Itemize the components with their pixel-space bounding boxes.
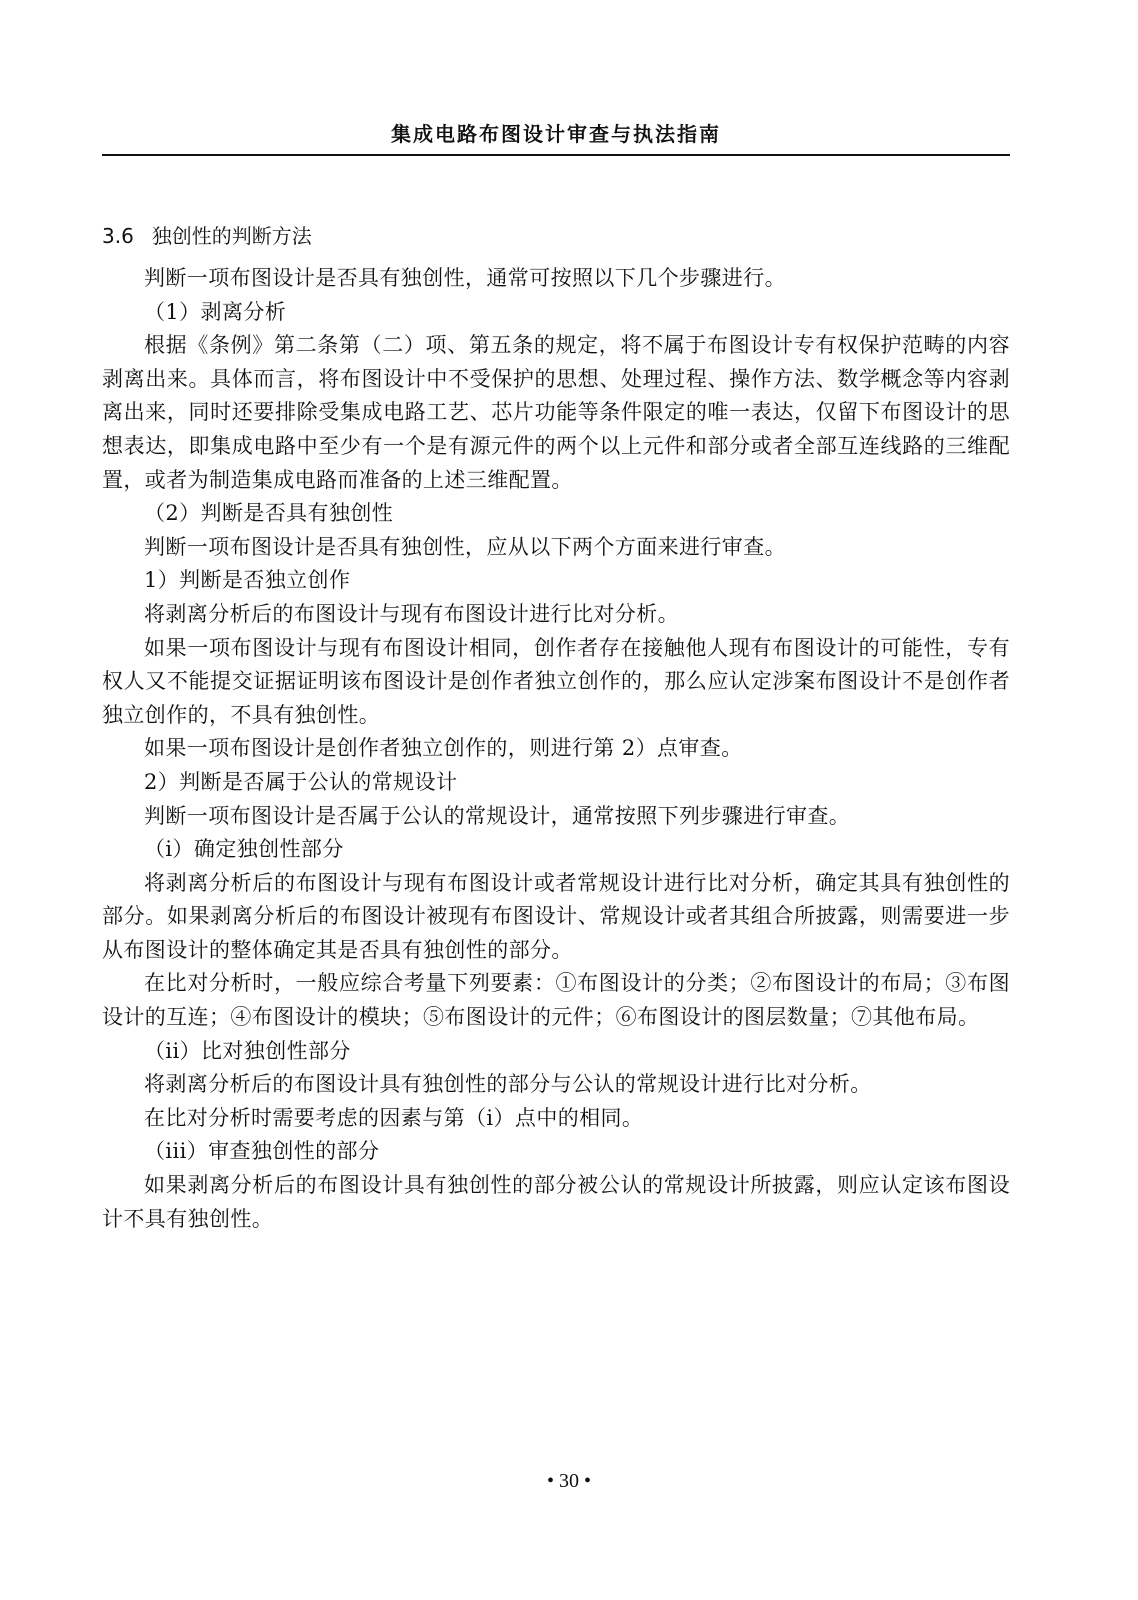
paragraph: 2）判断是否属于公认的常规设计 — [144, 769, 458, 794]
paragraph: 如果一项布图设计是创作者独立创作的，则进行第 2）点审查。 — [144, 736, 743, 761]
section-heading — [102, 220, 312, 249]
paragraph: 将剥离分析后的布图设计与现有布图设计或者常规设计进行比对分析，确定其具有独创性的部分。如果剥离分析后的布图设计被现有布图设计、常规设计或者其组合所披露，则需要进一步从布图设计的整体确定其是否具有独创性的部分。 — [102, 870, 1010, 962]
paragraph: 根据《条例》第二条第（二）项、第五条的规定，将不属于布图设计专有权保护范畴的内容剥离出来。具体而言，将布图设计中不受保护的思想、处理过程、操作方法、数学概念等内容剥离出来，同时还要排除受集成电路工艺、芯片功能等条件限定的唯一表达，仅留下布图设计的思想表达，即集成电路中至少有一个是有源元件的两个以上元件和部分或者全部互连线路的三维配置，或者为制造集成电路而准备的上述三维配置。 — [102, 333, 1010, 492]
paragraph: （iii）审查独创性的部分 — [144, 1139, 380, 1164]
paragraph: （1）剥离分析 — [144, 299, 287, 324]
paragraph: 将剥离分析后的布图设计与现有布图设计进行比对分析。 — [144, 601, 679, 626]
paragraph: 如果剥离分析后的布图设计具有独创性的部分被公认的常规设计所披露，则应认定该布图设计不具有独创性。 — [102, 1173, 1010, 1231]
section-number: 3.6 — [102, 224, 134, 248]
paragraph: 在比对分析时需要考虑的因素与第（i）点中的相同。 — [144, 1105, 644, 1130]
paragraph: 1）判断是否独立创作 — [144, 568, 351, 593]
paragraph: 如果一项布图设计与现有布图设计相同，创作者存在接触他人现有布图设计的可能性，专有权人又不能提交证据证明该布图设计是创作者独立创作的，那么应认定涉案布图设计不是创作者独立创作的，不具有独创性。 — [102, 635, 1010, 727]
paragraph: 判断一项布图设计是否属于公认的常规设计，通常按照下列步骤进行审查。 — [144, 803, 851, 828]
paragraph: 将剥离分析后的布图设计具有独创性的部分与公认的常规设计进行比对分析。 — [144, 1072, 872, 1097]
paragraph: （2）判断是否具有独创性 — [144, 501, 394, 526]
paragraph: （i）确定独创性部分 — [144, 837, 344, 862]
page-number: • 30 • — [546, 1470, 591, 1492]
paragraph: （ii）比对独创性部分 — [144, 1038, 351, 1063]
paragraph: 判断一项布图设计是否具有独创性，应从以下两个方面来进行审查。 — [144, 534, 786, 559]
paragraph: 在比对分析时，一般应综合考量下列要素：①布图设计的分类；②布图设计的布局；③布图设计的互连；④布图设计的模块；⑤布图设计的元件；⑥布图设计的图层数量；⑦其他布局。 — [102, 971, 1010, 1030]
body-text — [102, 262, 1010, 1236]
paragraph: 判断一项布图设计是否具有独创性，通常可按照以下几个步骤进行。 — [144, 266, 786, 290]
section-title: 独创性的判断方法 — [151, 224, 312, 248]
running-header: 集成电路布图设计审查与执法指南 — [391, 122, 721, 146]
header-rule — [102, 154, 1010, 156]
